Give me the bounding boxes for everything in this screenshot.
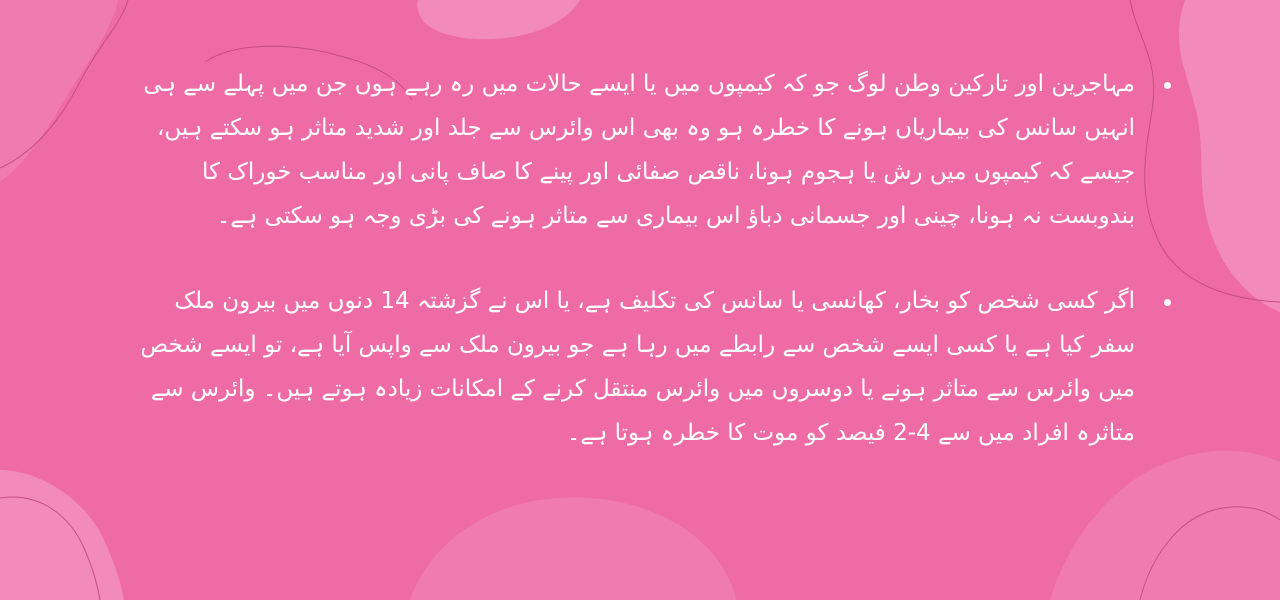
bullet-text: اگر کسی شخص کو بخار، کھانسی یا سانس کی تکلیف ہے، یا اس نے گزشتہ 14 دنوں میں بیرون ملک سفر کیا ہے یا کسی ایسے شخص سے رابطے میں رہا ہے جو بیرون ملک سے واپس آیا ہے، تو ایسے شخص میں وائرس سے متاثر ہونے یا دوسروں میں وائرس منتقل کرنے کے امکانات زیادہ ہوتے ہیں۔ وائرس سے متاثرہ افراد میں سے 4-2 فیصد کو موت کا خطرہ ہوتا ہے۔ bbox=[140, 288, 1135, 446]
bullet-item-refugees bbox=[130, 62, 1135, 238]
bullet-item-symptoms bbox=[130, 279, 1135, 455]
bullet-text: مہاجرین اور تارکین وطن لوگ جو کہ کیمپوں میں یا ایسے حالات میں رہ رہے ہوں جن میں پہلے سے ہی انہیں سانس کی بیماریاں ہونے کا خطرہ ہو وہ بھی اس وائرس سے جلد اور شدید متاثر ہو سکتے ہیں، جیسے کہ کیمپوں میں رش یا ہجوم ہونا، ناقص صفائی اور پینے کا صاف پانی اور مناسب خوراک کا بندوبست نہ ہونا، چینی اور جسمانی دباؤ اس بیماری سے متاثر ہونے کی بڑی وجہ ہو سکتی ہے۔ bbox=[143, 71, 1135, 229]
bullet-dot bbox=[1164, 82, 1171, 89]
bullet-dot bbox=[1164, 299, 1171, 306]
bullet-list bbox=[130, 62, 1135, 455]
